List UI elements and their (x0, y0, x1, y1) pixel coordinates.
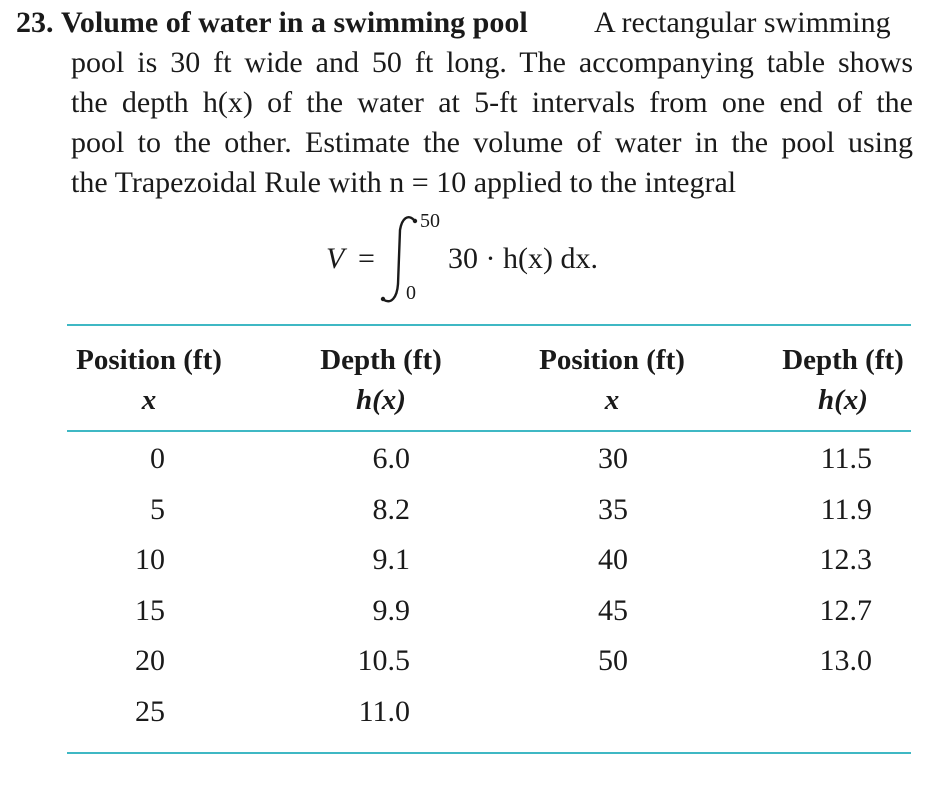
problem-number: 23. (16, 6, 54, 39)
table-cell-x: 40 (598, 543, 628, 576)
formula-integrand: 30 · h(x) dx. (448, 242, 598, 275)
formula-equals: = (358, 242, 375, 275)
table-cell-x: 5 (150, 493, 165, 526)
table-cell-depth: 12.7 (819, 594, 872, 627)
table-cell-x: 45 (598, 594, 628, 627)
table-cell-x: 15 (135, 594, 165, 627)
table-top-rule (67, 324, 911, 326)
header-position-right: Position (ft) x (539, 344, 685, 416)
table-cell-x: 35 (598, 493, 628, 526)
table-cell-depth: 13.0 (819, 644, 872, 677)
formula-lhs: V (326, 242, 345, 275)
table-cell-x: 10 (135, 543, 165, 576)
table-cell-x: 0 (150, 442, 165, 475)
table-cell-depth: 8.2 (372, 493, 410, 526)
table-cell-x: 50 (598, 644, 628, 677)
table-cell-depth: 6.0 (372, 442, 410, 475)
table-cell-depth: 11.5 (820, 442, 872, 475)
table-cell-x: 25 (135, 695, 165, 728)
problem-title: Volume of water in a swimming pool (61, 6, 528, 39)
table-cell-depth: 9.9 (372, 594, 410, 627)
problem-text-line-2: pool is 30 ft wide and 50 ft long. The accompanying table shows (71, 46, 913, 79)
table-header-rule (67, 430, 911, 432)
problem-first-line (16, 4, 528, 42)
table-cell-depth: 12.3 (819, 543, 872, 576)
table-cell-depth: 11.9 (820, 493, 872, 526)
header-position-left: Position (ft) x (76, 344, 222, 416)
table-bottom-rule (67, 752, 911, 754)
integral-upper-limit: 50 (420, 210, 440, 232)
problem-text-line-1: A rectangular swimming (594, 6, 891, 39)
table-cell-x: 30 (598, 442, 628, 475)
problem-text-line-5: the Trapezoidal Rule with n = 10 applied to the integral (71, 166, 737, 199)
header-depth-right: Depth (ft) h(x) (782, 344, 904, 416)
problem-text-line-4: pool to the other. Estimate the volume of water in the pool using (71, 126, 913, 159)
table-cell-depth: 11.0 (358, 695, 410, 728)
integral-lower-limit: 0 (406, 282, 416, 304)
table-cell-x: 20 (135, 644, 165, 677)
table-cell-depth: 9.1 (372, 543, 410, 576)
header-depth-left: Depth (ft) h(x) (320, 344, 442, 416)
problem-text-line-3: the depth h(x) of the water at 5-ft intervals from one end of the (71, 86, 913, 119)
table-cell-depth: 10.5 (357, 644, 410, 677)
volume-integral-formula (322, 208, 622, 308)
